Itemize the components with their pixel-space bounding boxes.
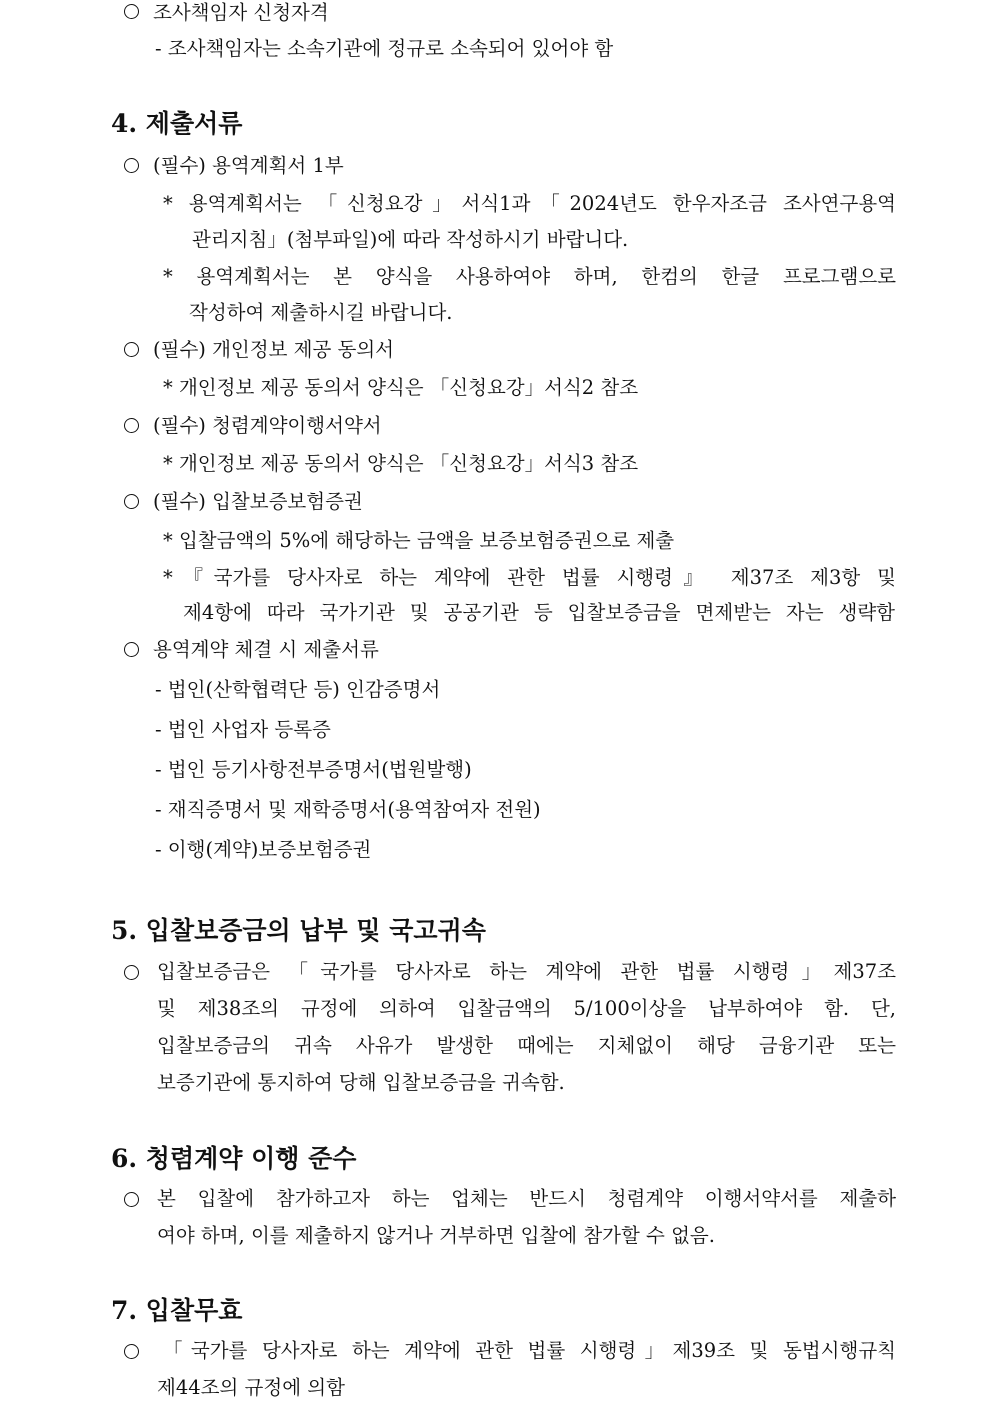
s4-item-1-note-1b: 관리지침」(첨부파일)에 따라 작성하시기 바랍니다. — [192, 228, 629, 251]
bullet-circle-icon — [124, 1344, 139, 1359]
bullet-circle-icon — [124, 1192, 139, 1207]
bullet-circle-icon — [124, 342, 139, 357]
bullet-circle-icon — [124, 642, 139, 657]
s4-item-5-sub: - 이행(계약)보증보험증권 — [155, 838, 372, 861]
s4-item-4-note-1: * 입찰금액의 5%에 해당하는 금액을 보증보험증권으로 제출 — [163, 529, 675, 552]
s5-line-3: 입찰보증금의 귀속 사유가 발생한 때에는 지체없이 해당 금융기관 또는 — [157, 1034, 896, 1057]
s4-item-2-note: * 개인정보 제공 동의서 양식은 「신청요강」서식2 참조 — [163, 376, 639, 399]
s4-item-5-sub: - 재직증명서 및 재학증명서(용역참여자 전원) — [155, 798, 541, 821]
section-4-heading: 4. 제출서류 — [111, 109, 243, 138]
s4-item-1-note-2a: * 용역계획서는 본 양식을 사용하여야 하며, 한컴의 한글 프로그램으로 — [163, 265, 896, 288]
s7-line-2: 제44조의 규정에 의함 — [157, 1376, 345, 1399]
s4-item-1: (필수) 용역계획서 1부 — [153, 154, 344, 177]
s4-item-4-note-2b: 제4항에 따라 국가기관 및 공공기관 등 입찰보증금을 면제받는 자는 생략함 — [183, 601, 895, 624]
s5-line-4: 보증기관에 통지하여 당해 입찰보증금을 귀속함. — [157, 1071, 565, 1094]
s3-item: 조사책임자 신청자격 — [153, 1, 329, 24]
s4-item-3-note: * 개인정보 제공 동의서 양식은 「신청요강」서식3 참조 — [163, 452, 639, 475]
s4-item-1-note-2b: 작성하여 제출하시길 바랍니다. — [189, 301, 453, 324]
bullet-circle-icon — [124, 4, 139, 19]
section-6-heading: 6. 청렴계약 이행 준수 — [111, 1144, 357, 1173]
s4-item-2: (필수) 개인정보 제공 동의서 — [153, 338, 395, 361]
s4-item-3: (필수) 청렴계약이행서약서 — [153, 414, 382, 437]
s6-line-2: 여야 하며, 이를 제출하지 않거나 거부하면 입찰에 참가할 수 없음. — [157, 1224, 715, 1247]
s4-item-5-sub: - 법인 사업자 등록증 — [155, 718, 331, 741]
s3-subitem: - 조사책임자는 소속기관에 정규로 소속되어 있어야 함 — [155, 37, 614, 60]
bullet-circle-icon — [124, 158, 139, 173]
section-7-heading: 7. 입찰무효 — [111, 1296, 243, 1325]
s4-item-5: 용역계약 체결 시 제출서류 — [153, 638, 379, 661]
s5-line-1: 입찰보증금은 「국가를 당사자로 하는 계약에 관한 법률 시행령」제37조 — [157, 960, 896, 983]
bullet-circle-icon — [124, 965, 139, 980]
s7-line-1: 「국가를 당사자로 하는 계약에 관한 법률 시행령」제39조 및 동법시행규칙 — [163, 1339, 896, 1362]
bullet-circle-icon — [124, 494, 139, 509]
s4-item-5-sub: - 법인(산학협력단 등) 인감증명서 — [155, 678, 441, 701]
section-5-heading: 5. 입찰보증금의 납부 및 국고귀속 — [111, 916, 486, 945]
bullet-circle-icon — [124, 418, 139, 433]
s4-item-4-note-2a: *『국가를 당사자로 하는 계약에 관한 법률 시행령』 제37조 제3항 및 — [163, 566, 896, 589]
s4-item-4: (필수) 입찰보증보험증권 — [153, 490, 363, 513]
s5-line-2: 및 제38조의 규정에 의하여 입찰금액의 5/100이상을 납부하여야 함. 단, — [157, 997, 896, 1020]
s4-item-1-note-1a: * 용역계획서는 「신청요강」서식1과「2024년도 한우자조금 조사연구용역 — [163, 192, 896, 215]
s6-line-1: 본 입찰에 참가하고자 하는 업체는 반드시 청렴계약 이행서약서를 제출하 — [157, 1187, 896, 1210]
s4-item-5-sub: - 법인 등기사항전부증명서(법원발행) — [155, 758, 472, 781]
